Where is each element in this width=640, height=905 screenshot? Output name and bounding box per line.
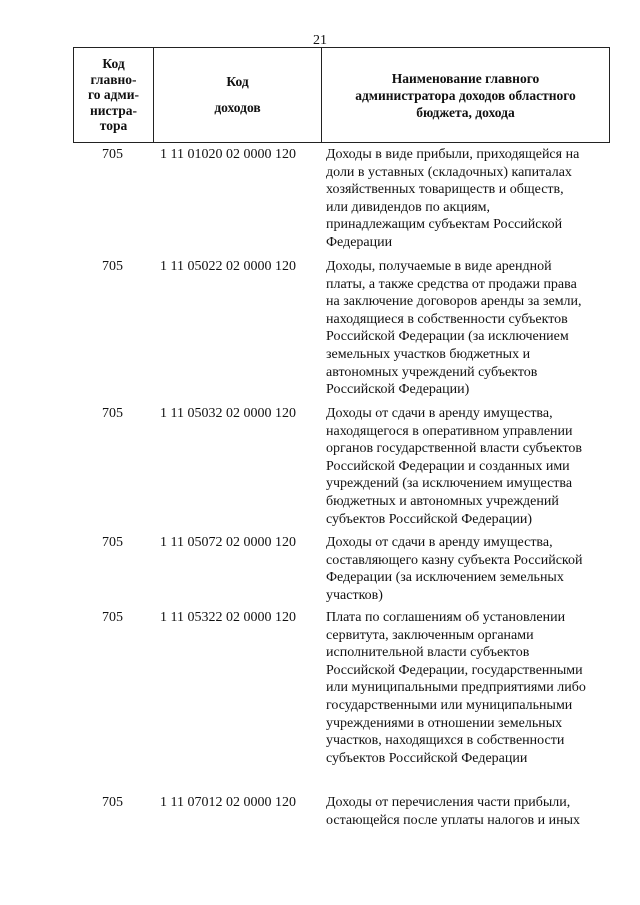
- header-income-code-label: Код доходов: [214, 74, 261, 115]
- admin-code-cell: 705: [102, 535, 123, 550]
- header-income-code: [153, 48, 321, 142]
- header-name: [321, 48, 609, 142]
- table-header: [73, 47, 610, 143]
- admin-code-cell: 705: [102, 147, 123, 162]
- income-name-cell: Доходы от перечисления части прибыли, остающейся после уплаты налогов и иных: [326, 795, 580, 828]
- income-code-cell: 1 11 05022 02 0000 120: [160, 259, 296, 274]
- income-name-cell: Доходы в виде прибыли, приходящейся на доли в уставных (складочных) капиталах хозяйственных товариществ и обществ, или дивидендов по акциям, принадлежащим субъектам Российской Федерации: [326, 147, 580, 250]
- income-code-cell: 1 11 05072 02 0000 120: [160, 535, 296, 550]
- income-code-cell: 1 11 07012 02 0000 120: [160, 795, 296, 810]
- income-code-cell: 1 11 05032 02 0000 120: [160, 406, 296, 421]
- admin-code-cell: 705: [102, 259, 123, 274]
- header-admin-code: [74, 48, 153, 142]
- admin-code-cell: 705: [102, 795, 123, 810]
- admin-code-cell: 705: [102, 610, 123, 625]
- income-code-cell: 1 11 05322 02 0000 120: [160, 610, 296, 625]
- header-admin-code-label: Код главно- го адми- нистра- тора: [88, 56, 139, 134]
- income-name-cell: Доходы, получаемые в виде арендной платы, а также средства от продажи права на заключение договоров аренды за земли, находящиеся в собственности субъектов Российской Федерации (за исключением земельных участков бюджетных и автономных учреждений субъектов Российской Федерации): [326, 259, 582, 398]
- admin-code-cell: 705: [102, 406, 123, 421]
- income-code-cell: 1 11 01020 02 0000 120: [160, 147, 296, 162]
- income-name-cell: Плата по соглашениям об установлении сервитута, заключенным органами исполнительной власти субъектов Российской Федерации, государственными или муниципальными предприятиями либо государственными или муниципальными учреждениями в отношении земельных участков, находящихся в собственности субъектов Российской Федерации: [326, 610, 586, 766]
- header-name-label: Наименование главного администратора доходов областного бюджета, дохода: [355, 70, 576, 120]
- page-number: 21: [313, 33, 327, 48]
- income-name-cell: Доходы от сдачи в аренду имущества, составляющего казну субъекта Российской Федерации (за исключением земельных участков): [326, 535, 583, 603]
- income-name-cell: Доходы от сдачи в аренду имущества, находящегося в оперативном управлении органов государственной власти субъектов Российской Федерации и созданных ими учреждений (за исключением имущества бюджетных и автономных учреждений субъектов Российской Федерации): [326, 406, 583, 527]
